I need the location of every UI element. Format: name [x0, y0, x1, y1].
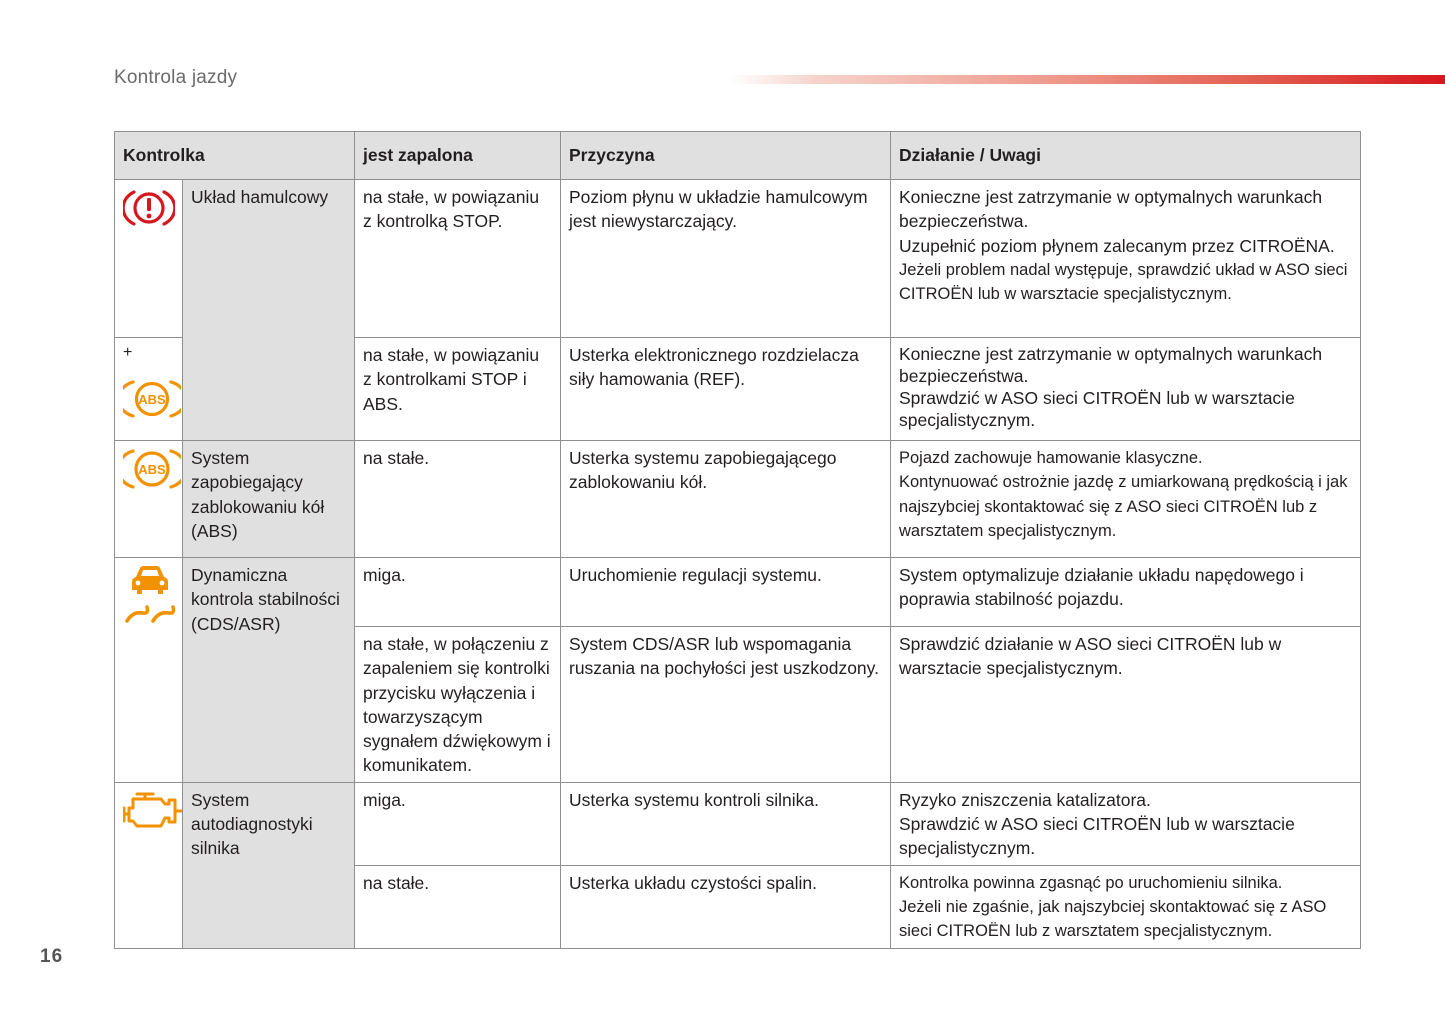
cds-2-state: na stałe, w połączeniu z zapaleniem się kontrolki przycisku wyłączenia i towarzyszącym sygnałem dźwiękowym i komunikatem. — [355, 627, 561, 783]
brake-icon-cell — [115, 180, 183, 338]
abs-icon — [123, 446, 181, 492]
brake-1-action-line2: Uzupełnić poziom płynem zalecanym przez CITROËNA. — [899, 235, 1335, 256]
brake-1-state: na stałe, w powiązaniu z kontrolką STOP. — [355, 180, 561, 338]
abs-cause: Usterka systemu zapobiegającego zablokowaniu kół. — [561, 441, 891, 558]
column-header-cause: Przyczyna — [561, 132, 891, 180]
column-header-action: Działanie / Uwagi — [891, 132, 1361, 180]
engine-system-name: System autodiagnostyki silnika — [183, 782, 355, 948]
brake-2-state: na stałe, w powiązaniu z kontrolkami STOP i ABS. — [355, 338, 561, 441]
brake-1-cause: Poziom płynu w układzie hamulcowym jest niewystarczający. — [561, 180, 891, 338]
abs-action-line2: Kontynuować ostrożnie jazdę z umiarkowaną prędkością i jak najszybciej skontaktować się z ASO sieci CITROËN lub z warsztatem specjalistycznym. — [899, 473, 1348, 540]
abs-icon-cell — [115, 441, 183, 558]
engine-2-cause: Usterka układu czystości spalin. — [561, 865, 891, 948]
engine-2-action-line1: Kontrolka powinna zgasnąć po uruchomieniu silnika. — [899, 873, 1283, 892]
engine-2-action-line2: Jeżeli nie zgaśnie, jak najszybciej skontaktować się z ASO sieci CITROËN lub z warsztatem specjalistycznym. — [899, 897, 1327, 941]
column-header-kontrolka: Kontrolka — [115, 132, 355, 180]
cds-1-state: miga. — [355, 558, 561, 627]
table-header-row — [115, 132, 1361, 180]
engine-2-state: na stałe. — [355, 865, 561, 948]
engine-2-action — [891, 865, 1361, 948]
engine-icon — [123, 788, 183, 832]
brake-ref-icon-cell — [115, 338, 183, 441]
page-number: 16 — [40, 946, 64, 967]
skid-car-icon — [123, 563, 177, 623]
table-row-brake-1 — [115, 180, 1361, 338]
abs-action — [891, 441, 1361, 558]
engine-1-action-line1: Ryzyko zniszczenia katalizatora. — [899, 789, 1151, 810]
table-row-abs — [115, 441, 1361, 558]
table-row-engine-1 — [115, 782, 1361, 865]
brake-2-action-line2: Sprawdzić w ASO sieci CITROËN lub w warsztacie specjalistycznym. — [899, 388, 1295, 430]
header-decorative-bar — [730, 75, 1445, 84]
cds-system-name: Dynamiczna kontrola stabilności (CDS/ASR) — [183, 558, 355, 783]
brake-1-action-line1: Konieczne jest zatrzymanie w optymalnych warunkach bezpieczeństwa. — [899, 187, 1323, 232]
brake-system-name: Układ hamulcowy — [183, 180, 355, 441]
brake-warning-icon — [123, 185, 175, 231]
engine-1-action-line2: Sprawdzić w ASO sieci CITROËN lub w warsztacie specjalistycznym. — [899, 814, 1295, 859]
brake-2-action-line1: Konieczne jest zatrzymanie w optymalnych warunkach bezpieczeństwa. — [899, 344, 1323, 386]
warning-lights-table — [114, 131, 1361, 949]
brake-1-action-line3: Jeżeli problem nadal występuje, sprawdzić układ w ASO sieci CITROËN lub w warsztacie specjalistycznym. — [899, 260, 1348, 304]
cds-1-action: System optymalizuje działanie układu napędowego i poprawia stabilność pojazdu. — [891, 558, 1361, 627]
plus-sign: + — [123, 344, 133, 361]
brake-2-cause: Usterka elektronicznego rozdzielacza siły hamowania (REF). — [561, 338, 891, 441]
cds-icon-cell — [115, 558, 183, 783]
cds-2-action: Sprawdzić działanie w ASO sieci CITROËN lub w warsztacie specjalistycznym. — [891, 627, 1361, 783]
abs-icon — [123, 377, 181, 421]
cds-1-cause: Uruchomienie regulacji systemu. — [561, 558, 891, 627]
engine-1-cause: Usterka systemu kontroli silnika. — [561, 782, 891, 865]
abs-system-name: System zapobiegający zablokowaniu kół (ABS) — [183, 441, 355, 558]
brake-2-action — [891, 338, 1361, 441]
engine-1-state: miga. — [355, 782, 561, 865]
abs-action-line1: Pojazd zachowuje hamowanie klasyczne. — [899, 449, 1203, 467]
column-header-state: jest zapalona — [355, 132, 561, 180]
engine-1-action — [891, 782, 1361, 865]
cds-2-cause: System CDS/ASR lub wspomagania ruszania na pochyłości jest uszkodzony. — [561, 627, 891, 783]
engine-icon-cell — [115, 782, 183, 948]
abs-state: na stałe. — [355, 441, 561, 558]
table-row-cds-1 — [115, 558, 1361, 627]
brake-1-action — [891, 180, 1361, 338]
svg-text:ABS: ABS — [138, 462, 166, 477]
page-section-title: Kontrola jazdy — [114, 67, 238, 88]
svg-text:ABS: ABS — [138, 392, 166, 407]
